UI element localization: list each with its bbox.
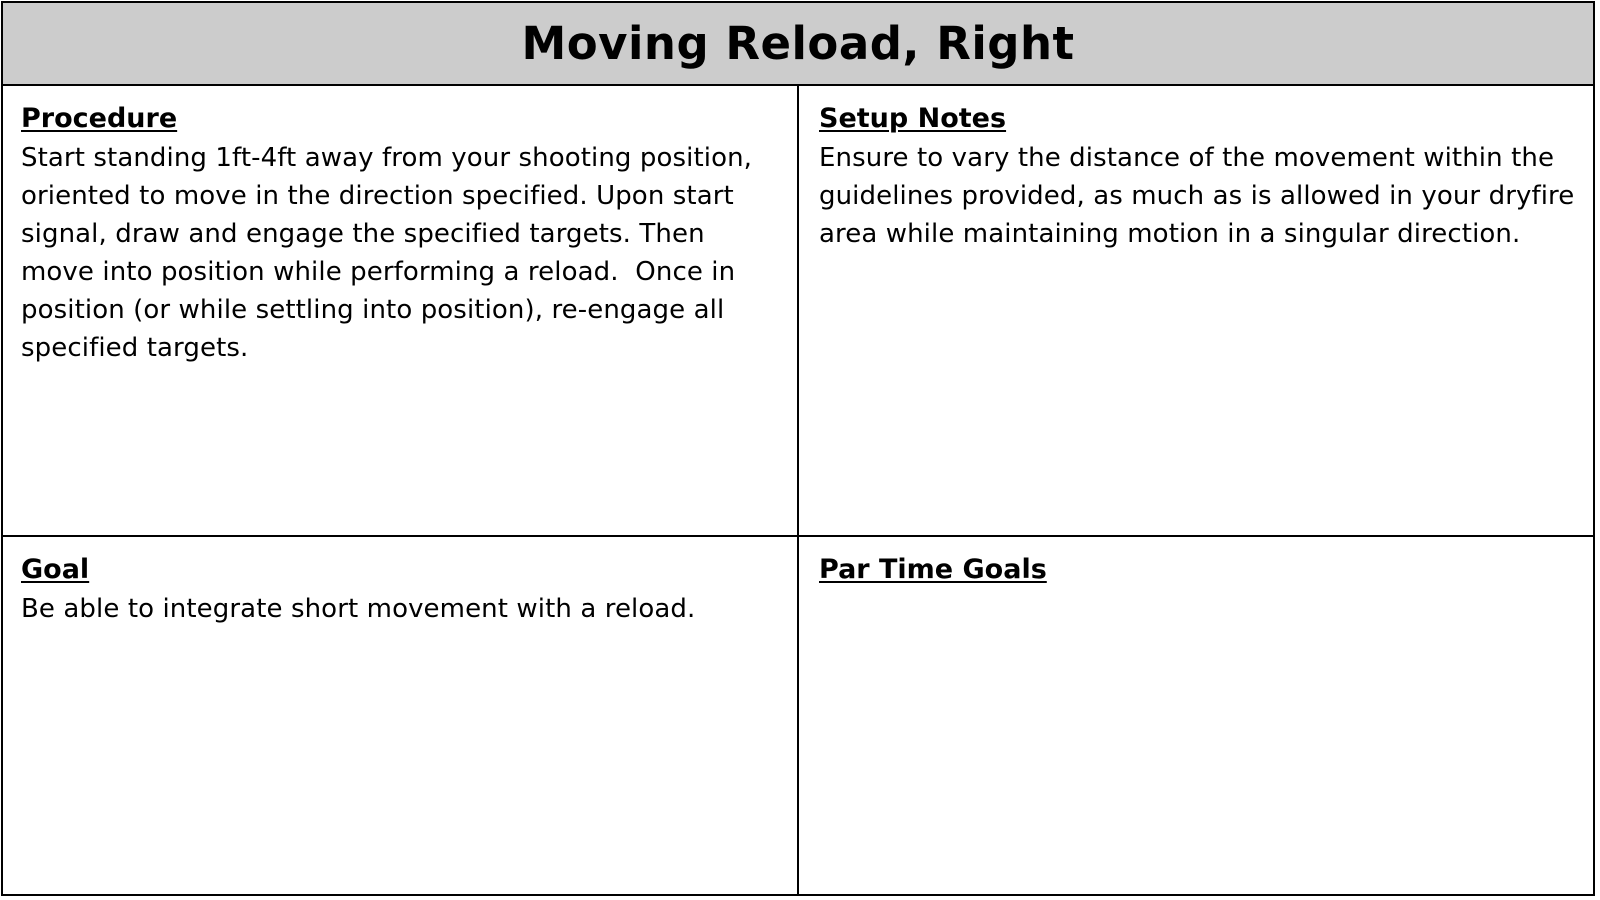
drill-title: Moving Reload, Right — [521, 17, 1075, 70]
procedure-text: Start standing 1ft-4ft away from your shooting position, oriented to move in the direction specified. Upon start signal, draw and engage the specified targets. Then move into position while performing a reload. Once in position (or while settling into position), re-engage all specified targets. — [21, 143, 761, 363]
procedure-section — [3, 86, 797, 535]
goal-heading: Goal — [21, 554, 90, 585]
goal-section — [3, 537, 797, 894]
setup-notes-text: Ensure to vary the distance of the movement within the guidelines provided, as much as is allowed in your dryfire area while maintaining motion in a singular direction. — [819, 143, 1583, 249]
par-time-goals-heading: Par Time Goals — [819, 554, 1047, 585]
title-bar — [3, 3, 1593, 86]
drill-grid — [3, 86, 1593, 894]
drill-card — [1, 1, 1595, 896]
setup-notes-section — [799, 86, 1595, 535]
goal-text: Be able to integrate short movement with a reload. — [21, 594, 696, 624]
par-time-goals-section — [799, 537, 1595, 894]
setup-notes-heading: Setup Notes — [819, 103, 1007, 134]
procedure-heading: Procedure — [21, 103, 178, 134]
